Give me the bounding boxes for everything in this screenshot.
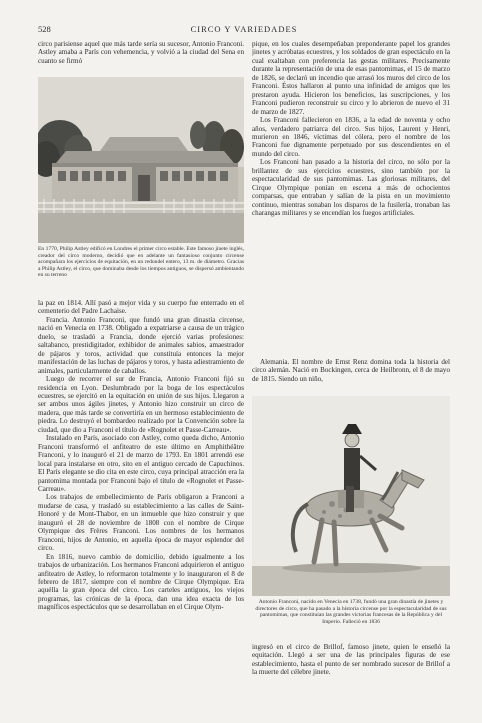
- horseman-illustration: [252, 396, 450, 596]
- column-left-top: [38, 40, 244, 74]
- paragraph: ingresó en el circo de Brillof, famoso jinete, quien le enseñó la equitación. Llegó a ser una de las principales figuras de ese establecimiento, hasta el punto de ser nombrado sucesor de Brillof a la muerte del célebre jinete.: [252, 643, 450, 677]
- column-right-mid: [252, 358, 450, 392]
- running-title: CIRCO Y VARIEDADES: [190, 24, 298, 34]
- paragraph: Los Franconi han pasado a la historia del circo, no sólo por la brillantez de sus ejercicios ecuestres, sino también por la espectacularidad de sus pantomimas. Las gloriosas militares, del Cirque Olympique ponían en escena a más de ochocientos comparsas, que entraban y salían de la pista en un movimiento continuo, mientras sonaban los disparos de la fusilería, tronaban las charangas militares y se encendían los fuegos artificiales.: [252, 158, 450, 218]
- paragraph: Francia. Antonio Franconi, que fundó una gran dinastía circense, nació en Venecia en 1738. Obligado a expatriarse a causa de un trágico duelo, se trasladó a Francia, donde ejerció varias profesiones: saltabanco, prestidigitador, exhibidor de animales sabios, amaestrador de pájaros y toros, actividad que constituía entonces la mejor manifestación de las luchas de pájaros y toros, y hasta adiestramiento de animales, particularmente de caballos.: [38, 315, 244, 375]
- paragraph: Los trabajos de embellecimiento de París obligaron a Franconi a mudarse de casa, y trasladó su establecimiento a las calles de Saint-Honoré y de Mont-Thabor, en un inmueble que hizo construir y que inauguró el 28 de noviembre de 1808 con el nombre de Cirque Olympique des Frères Franconi. Los nombres de los hermanos Franconi, hijos de Antonio, en aquella época de mayor esplendor del circo.: [38, 493, 244, 553]
- paragraph: pique, en los cuales desempeñaban preponderante papel los grandes jinetes y acróbatas ecuestres, y los soldados de gran espectáculo en la cual exaltaban con preferencia las gestas militares. Precisamente durante la representación de una de esas pantomimas, el 15 de marzo de 1826, se declaró un incendio que arrasó los muros del circo de los Franconi. Éstos hallaron al punto una infinidad de amigos que les prestaron ayuda. Hicieron los beneficios, las suscripciones, y los Franconi pudieron reconstruir su circo y lo abrieron de nuevo el 31 de marzo de 1827.: [252, 40, 450, 116]
- circus-building-photo: [38, 77, 244, 243]
- page-header: [38, 24, 450, 38]
- page-number: 528: [38, 24, 51, 34]
- paragraph: Alemania. El nombre de Ernst Renz domina toda la historia del circo alemán. Nació en Bockingen, cerca de Heilbronn, el 8 de mayo de 1815. Siendo un niño,: [252, 358, 450, 383]
- paragraph: Instalado en París, asociado con Astley, como queda dicho, Antonio Franconi transformó el anfiteatro de este último en Amphithéâtre Franconi, y lo inauguró el 21 de marzo de 1793. En 1801 arrendó ese local para instalarse en otro, sito en el antiguo cercado de Capuchinos. El París elegante se dio cita en este circo, cuya principal atracción era la pantomima montada por Franconi bajo el título de «Rognolet et Passe-Carreau».: [38, 434, 244, 493]
- paragraph: En 1816, nuevo cambio de domicilio, debido igualmente a los trabajos de urbanización. Los hermanos Franconi adquirieron el antiguo anfiteatro de Astley, lo reformaron totalmente y lo inauguraron el 8 de febrero de 1817, siempre con el nombre de Cirque Olympique. Era aquélla la gran época del circo. Los carteles antiguos, los viejos programas, las crónicas de la época, dan una idea exacta de los magníficos espectáculos que se desarrollaban en el Cirque Olym-: [38, 552, 244, 612]
- horseman-photo: [252, 396, 450, 596]
- paragraph: la paz en 1814. Allí pasó a mejor vida y su cuerpo fue enterrado en el cementerio del Padre Lachaise.: [38, 299, 244, 316]
- circus-building-illustration: [38, 77, 244, 243]
- column-right-top: [252, 40, 450, 356]
- paragraph: circo parisiense aquel que más tarde sería su sucesor, Antonio Franconi. Astley amaba a París con vehemencia, y volvió a la ciudad del Sena en cuanto se firmó: [38, 40, 244, 65]
- column-right-bottom: [252, 643, 450, 695]
- paragraph: Luego de recorrer el sur de Francia, Antonio Franconi fijó su residencia en Lyon. Deslumbrado por la boga de los espectáculos ecuestres, se ejercitó en la equitación en unión de sus hijos. Llegaron a ser ambos unos ágiles jinetes, y Antonio hizo construir un circo de madera, que más tarde se convertiría en un hermoso establecimiento de piedra. Lo destruyó el bombardeo realizado por la Convención sobre la ciudad, que dio a Franconi el título de «Rognolet et Passe-Carreau».: [38, 375, 244, 434]
- paragraph: Los Franconi fallecieron en 1836, a la edad de noventa y ocho años, verdadero patriarca del circo. Sus hijos, Laurent y Henri, murieron en 1846, víctimas del cólera, pero el nombre de los Franconi fue dignamente perpetuado por sus descendientes en el mundo del circo.: [252, 116, 450, 158]
- photo-caption-franconi: Antonio Franconi, nacido en Venecia en 1738, fundó una gran dinastía de jinetes y directores de circo, que ha pasado a la historia circense por la espectacularidad de sus pantomimas, que constituían las grandes victorias francesas de la República y del Imperio. Falleció en 1836: [255, 599, 447, 625]
- column-left-bottom: [38, 299, 244, 695]
- photo-caption-astley: En 1770, Philip Astley edificó en Londres el primer circo estable. Este famoso jinete inglés, creador del circo moderno, decidió que en adelante un fantasioso conjunto circense acompañara los ejercicios de equitación, en un redondel entero, 13 m. de diámetro. Gracias a Philip Astley, el circo, que dominaba desde los tiempos antiguos, se dispersó ambientando en su terreno: [38, 246, 244, 278]
